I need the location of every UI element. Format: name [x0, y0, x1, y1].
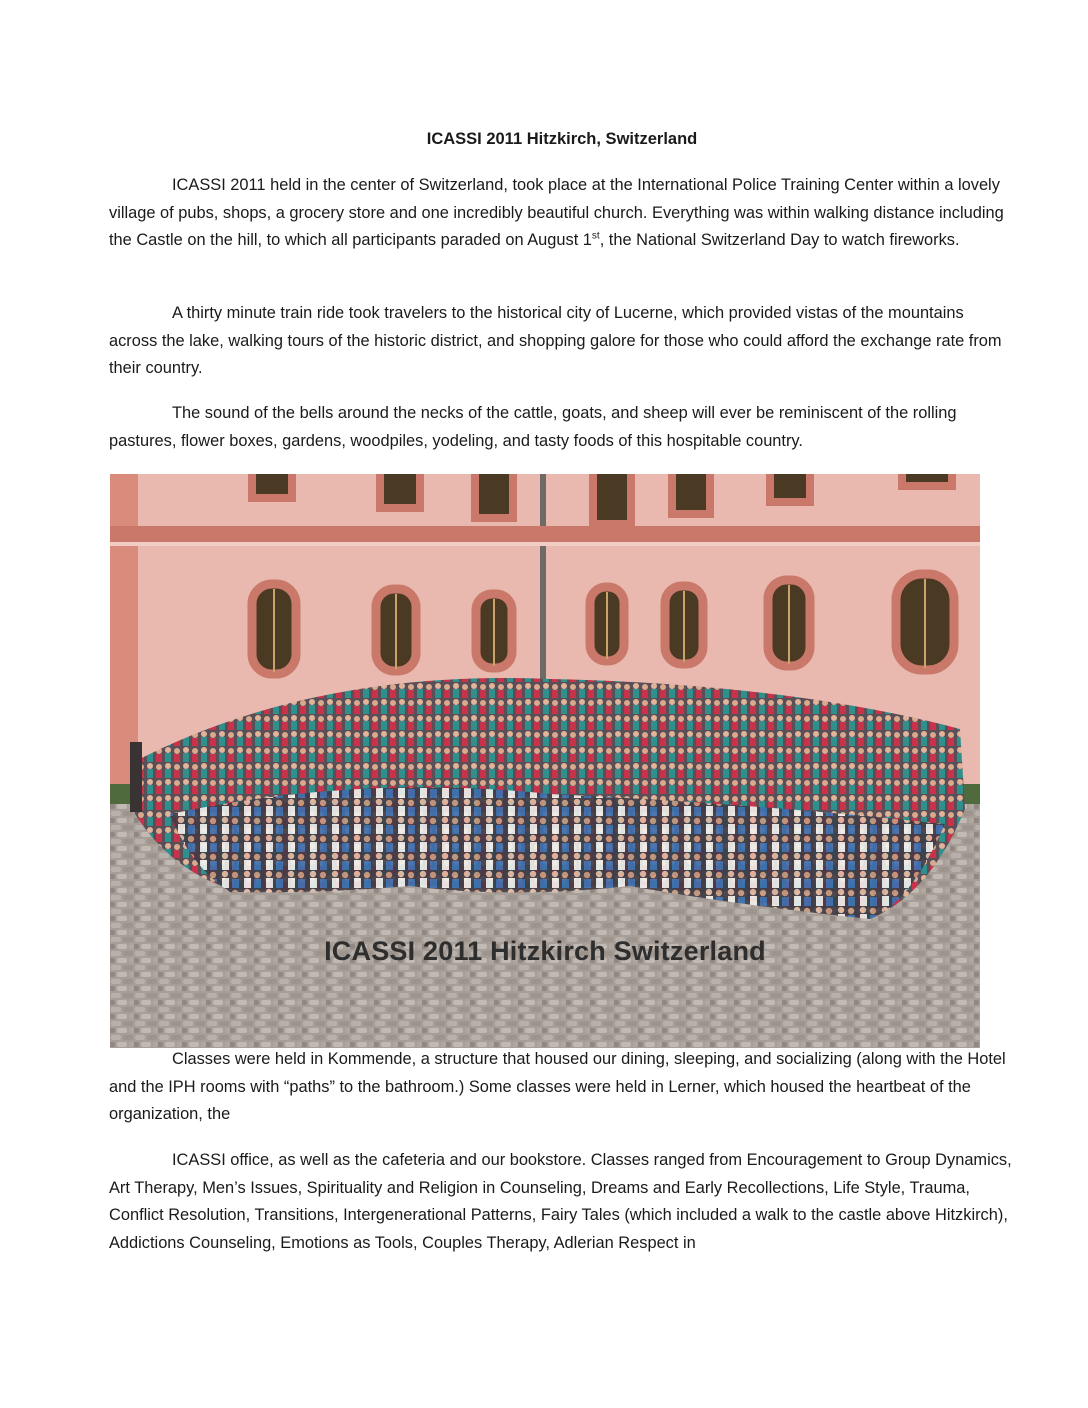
paragraph-intro-tail: , the National Switzerland Day to watch fireworks.: [599, 231, 960, 249]
ordinal-superscript: st: [591, 230, 600, 242]
paragraph-intro-text: ICASSI 2011 held in the center of Switzerland, took place at the International Police Training Center within a lovely village of pubs, shops, a grocery store and one incredibly beautiful church. Everything was within walking distance including the Castle on the hill, to which all participants paraded on August 1: [109, 176, 1004, 249]
photo-caption: ICASSI 2011 Hitzkirch Switzerland: [324, 936, 766, 966]
paragraph-classes: ICASSI office, as well as the cafeteria and our bookstore. Classes ranged from Encouragement to Group Dynamics, Art Therapy, Men’s Issues, Spirituality and Religion in Counseling, Dreams and Early Recollections, Life Style, Trauma, Conflict Resolution, Transitions, Intergenerational Patterns, Fairy Tales (which included a walk to the castle above Hitzkirch), Addictions Counseling, Emotions as Tools, Couples Therapy, Adlerian Respect in: [109, 1151, 1012, 1252]
paragraph-lucerne: A thirty minute train ride took travelers to the historical city of Lucerne, which provided vistas of the mountains across the lake, walking tours of the historic district, and shopping galore for those who could afford the exchange rate from their country.: [109, 304, 1002, 377]
paragraph-kommende: Classes were held in Kommende, a structure that housed our dining, sleeping, and socializing (along with the Hotel and the IPH rooms with “paths” to the bathroom.) Some classes were held in Lerner, which housed the heartbeat of the organization, the: [109, 1050, 1006, 1123]
group-photo: [110, 474, 980, 1048]
paragraph-intro: [109, 172, 1014, 255]
paragraph-bells: The sound of the bells around the necks of the cattle, goats, and sheep will ever be reminiscent of the rolling pastures, flower boxes, gardens, woodpiles, yodeling, and tasty foods of this hospitable country.: [109, 404, 957, 450]
page-title: ICASSI 2011 Hitzkirch, Switzerland: [426, 130, 698, 148]
